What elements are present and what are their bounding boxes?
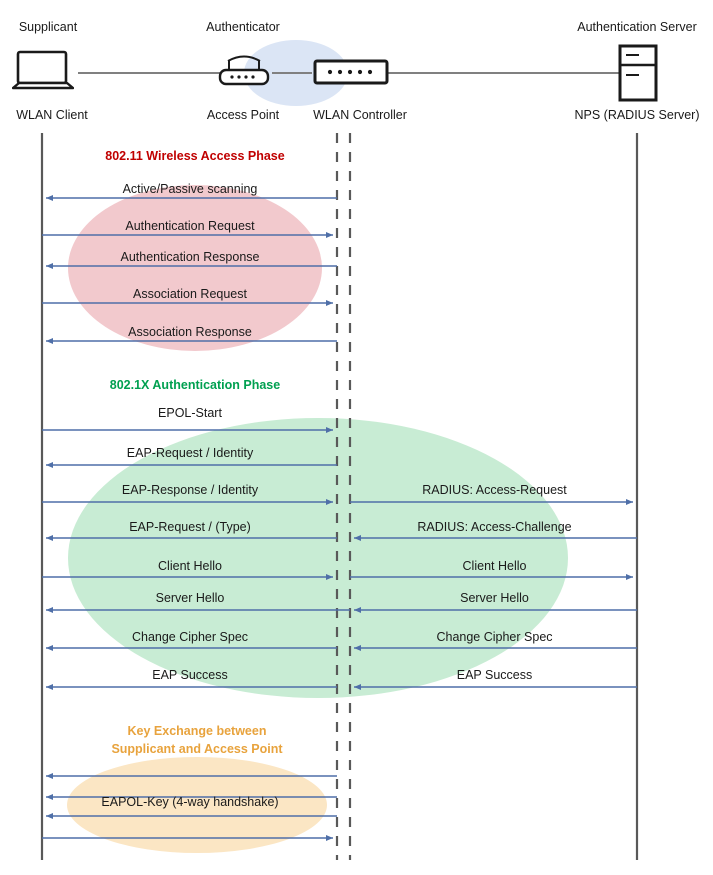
message-label: Client Hello — [158, 559, 222, 573]
wlan-controller-icon — [313, 58, 389, 91]
message-label: Association Request — [133, 287, 247, 301]
actor-bottom-label-wlan-controller: WLAN Controller — [313, 108, 407, 122]
actor-top-label-authenticator: Authenticator — [206, 20, 280, 34]
message-label: EPOL-Start — [158, 406, 222, 420]
message-label: EAP-Request / (Type) — [129, 520, 251, 534]
actor-bottom-label-supplicant: WLAN Client — [16, 108, 88, 122]
phase-bubble-dot1x — [68, 418, 568, 698]
message-label: Authentication Request — [125, 219, 255, 233]
phase-title-key-exchange-line2: Supplicant and Access Point — [111, 742, 283, 756]
phase-title-key-exchange-line1: Key Exchange between — [127, 724, 267, 738]
actor-top-label-supplicant: Supplicant — [18, 20, 78, 34]
message-label: Authentication Response — [120, 250, 260, 264]
message-label: RADIUS: Access-Request — [422, 483, 567, 497]
message-label: Change Cipher Spec — [436, 630, 553, 644]
phase-title-wireless-access: 802.11 Wireless Access Phase — [105, 149, 285, 163]
message-label: EAP-Response / Identity — [121, 483, 259, 497]
message-label: Active/Passive scanning — [122, 182, 258, 196]
message-label: EAP Success — [152, 668, 228, 682]
message-label: EAPOL-Key (4-way handshake) — [101, 795, 279, 809]
message-label: Change Cipher Spec — [131, 630, 249, 644]
server-icon — [618, 44, 658, 107]
phase-title-dot1x: 802.1X Authentication Phase — [109, 378, 281, 392]
message-label: EAP Success — [456, 668, 533, 682]
message-label: RADIUS: Access-Challenge — [417, 520, 572, 534]
laptop-icon — [12, 50, 74, 99]
actor-bottom-label-auth-server: NPS (RADIUS Server) — [574, 108, 700, 122]
message-label: Client Hello — [462, 559, 527, 573]
message-label: Server Hello — [460, 591, 529, 605]
actor-top-label-auth-server: Authentication Server — [577, 20, 697, 34]
message-label: Server Hello — [155, 591, 225, 605]
message-label: EAP-Request / Identity — [126, 446, 254, 460]
access-point-icon — [214, 53, 274, 98]
actor-bottom-label-access-point: Access Point — [206, 108, 280, 122]
message-label: Association Response — [128, 325, 252, 339]
